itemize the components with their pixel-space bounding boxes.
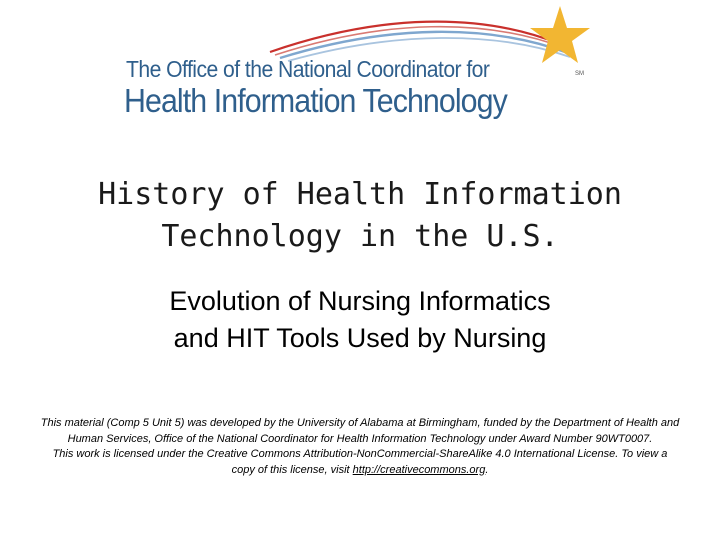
funding-statement: This material (Comp 5 Unit 5) was developed by the University of Alabama at Birmingham, funded by the Department of Health and Human Services, Office of the National Coordinator for Health Information Technology under Award Number 90WT0007. (40, 417, 680, 445)
license-statement (40, 447, 680, 478)
license-end: . (485, 463, 489, 476)
license-link[interactable]: http://creativecommons.org (352, 463, 486, 476)
slide-subtitle (60, 283, 660, 357)
logo-line-2: Health Information Technology (124, 82, 507, 119)
license-text: This work is licensed under the Creative Commons Attribution-NonCommercial-ShareAlike 4.0 International License. To view a copy of this license, visit (52, 448, 668, 476)
title-line-1: History of Health Information (98, 177, 622, 212)
onc-logo (120, 4, 590, 120)
subtitle-line-1: Evolution of Nursing Informatics (169, 286, 551, 316)
service-mark: SM (575, 71, 584, 77)
credits-block (40, 416, 680, 478)
subtitle-line-2: and HIT Tools Used by Nursing (173, 323, 547, 353)
title-line-2: Technology in the U.S. (161, 219, 559, 254)
slide-title (60, 174, 660, 258)
logo-line-1: The Office of the National Coordinator for (126, 56, 490, 82)
